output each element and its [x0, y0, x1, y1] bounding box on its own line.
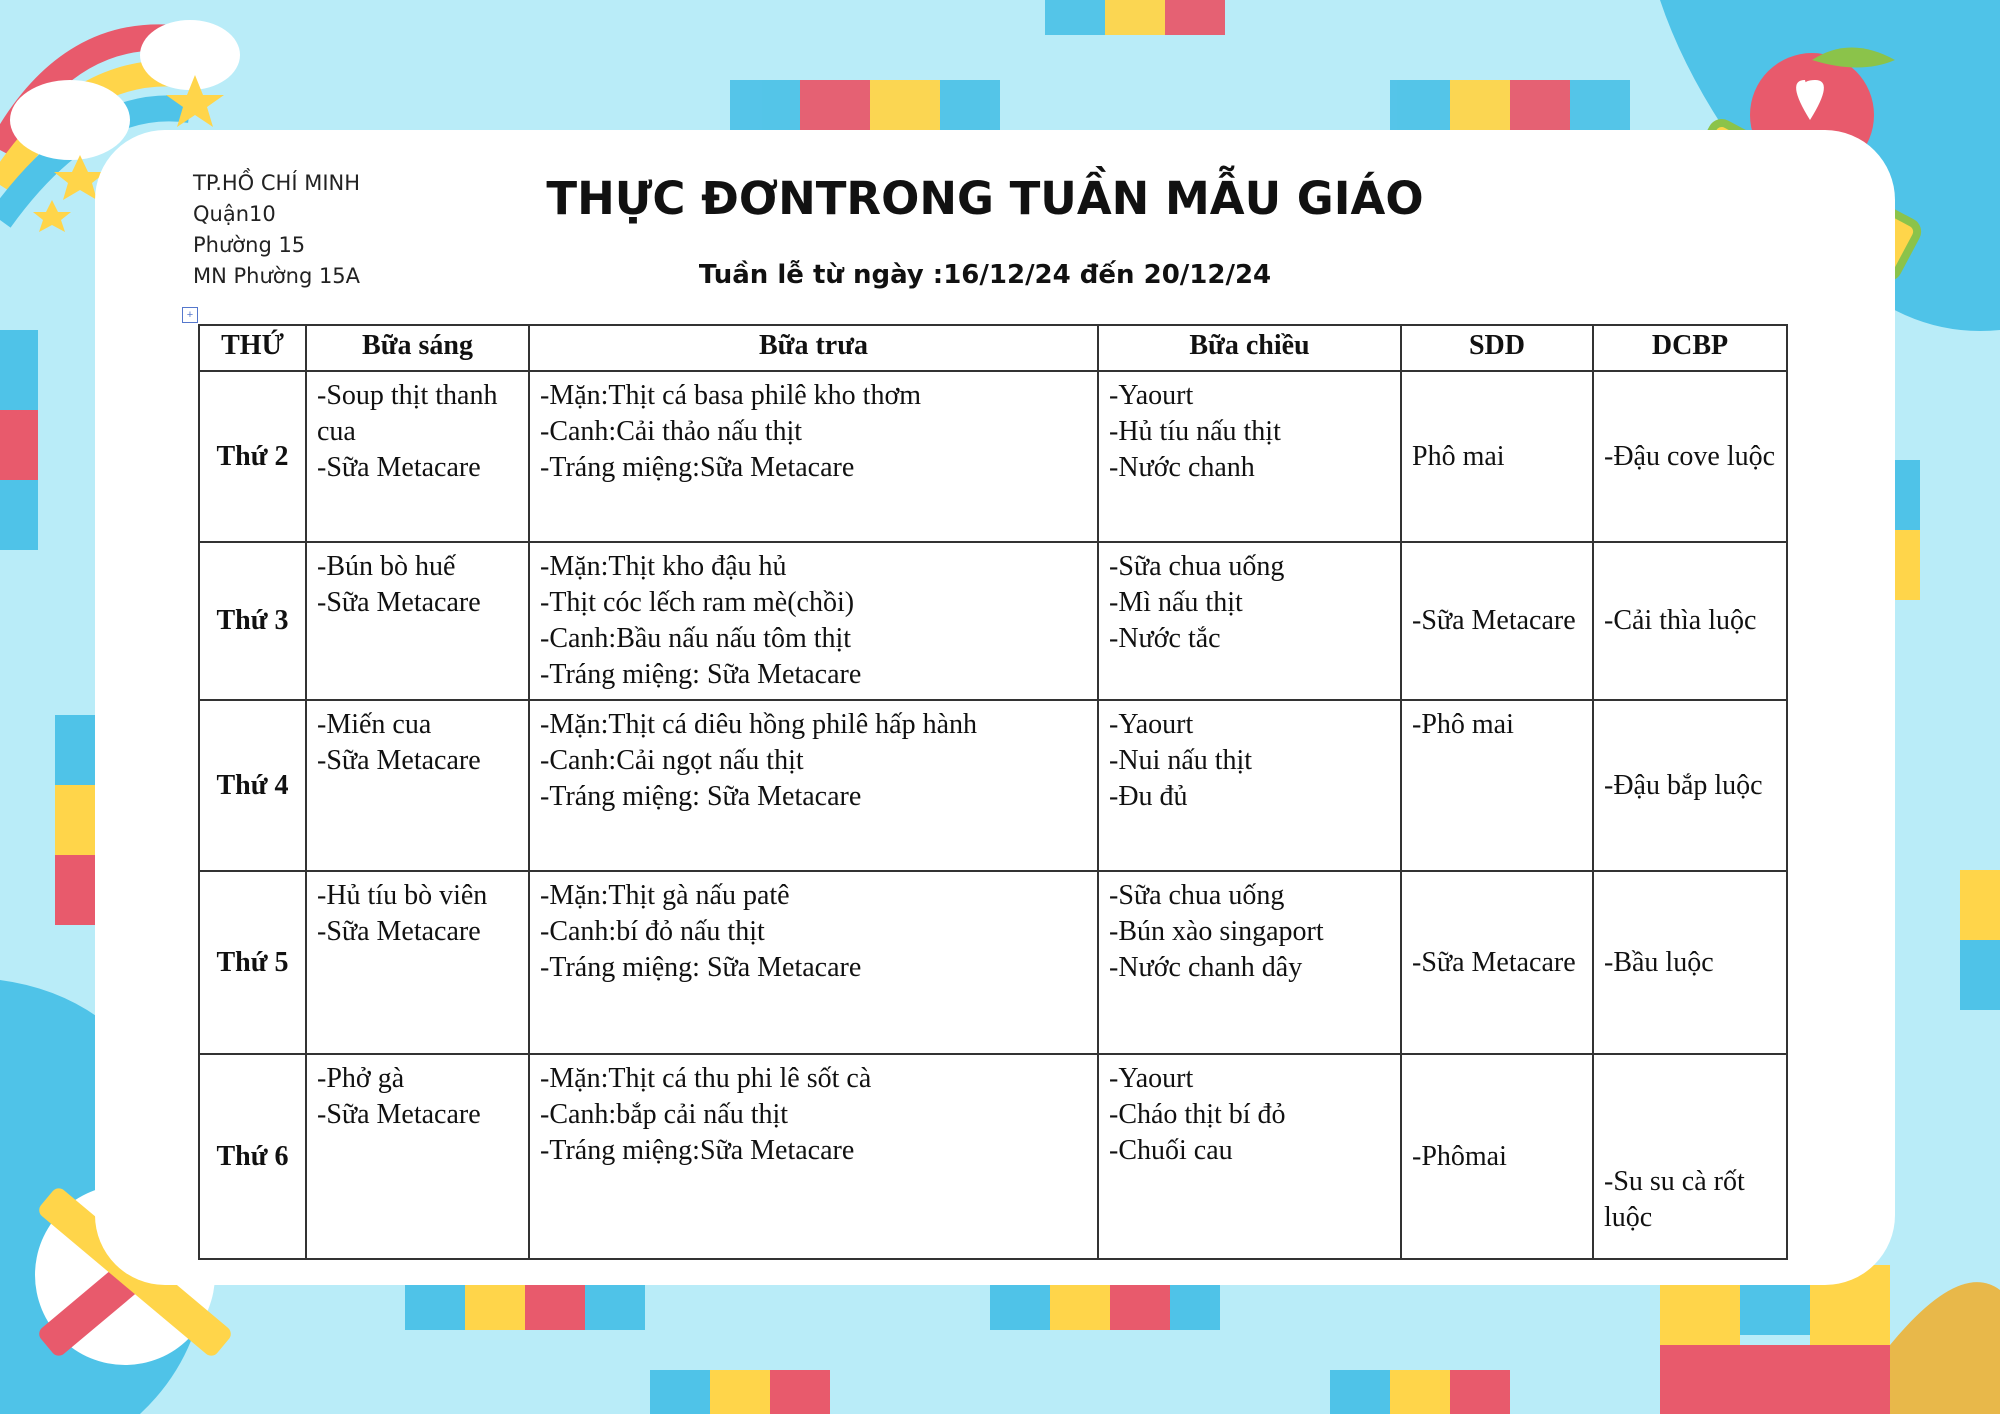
lunch-item: -Mặn:Thịt cá basa philê kho thơm [540, 380, 922, 411]
sdd-item: -Phômai [1412, 1140, 1507, 1172]
afternoon-item: -Nước chanh [1109, 452, 1255, 483]
lunch-cell [529, 700, 1098, 871]
sdd-cell [1401, 1054, 1593, 1259]
school-address [193, 168, 360, 292]
breakfast-item: -Sữa Metacare [317, 587, 481, 618]
lunch-cell [529, 1054, 1098, 1259]
page-title: THỰC ĐƠNTRONG TUẦN MẪU GIÁO [546, 172, 1424, 225]
dcbp-item: -Đậu bắp luộc [1604, 769, 1763, 801]
afternoon-item: -Bún xào singaport [1109, 916, 1324, 947]
header-day: THỨ [199, 325, 306, 371]
afternoon-item: -Sữa chua uống [1109, 880, 1285, 911]
dcbp-item: -Đậu cove luộc [1604, 440, 1776, 472]
lunch-item: -Mặn:Thịt gà nấu patê [540, 880, 790, 911]
sdd-item: -Phô mai [1412, 709, 1514, 740]
lunch-cell [529, 371, 1098, 542]
day-cell: Thứ 4 [199, 700, 306, 871]
breakfast-item: -Sữa Metacare [317, 452, 481, 483]
dcbp-cell [1593, 871, 1787, 1054]
table-header-row [199, 325, 1787, 371]
sdd-cell [1401, 542, 1593, 700]
afternoon-item: -Sữa chua uống [1109, 551, 1285, 582]
table-row [199, 700, 1787, 871]
table-row [199, 542, 1787, 700]
sdd-item: -Sữa Metacare [1412, 605, 1576, 636]
header-dcbp: DCBP [1593, 325, 1787, 371]
sdd-item: Phô mai [1412, 440, 1505, 472]
dcbp-cell [1593, 371, 1787, 542]
header-breakfast: Bữa sáng [306, 325, 529, 371]
table-body [199, 371, 1787, 1259]
address-school: MN Phường 15A [193, 264, 361, 288]
puzzle-pieces-top [730, 0, 1630, 130]
lunch-item: -Canh:Cải ngọt nấu thịt [540, 745, 804, 776]
lunch-cell [529, 542, 1098, 700]
day-cell: Thứ 3 [199, 542, 306, 700]
breakfast-cell [306, 542, 529, 700]
cloud-icon [10, 80, 130, 160]
breakfast-item: -Soup thịt thanh cua [317, 380, 498, 447]
lunch-item: -Canh:Cải thảo nấu thịt [540, 416, 803, 447]
dcbp-cell [1593, 1054, 1787, 1259]
sdd-cell [1401, 700, 1593, 871]
breakfast-cell [306, 871, 529, 1054]
sdd-item: -Sữa Metacare [1412, 946, 1576, 978]
header-sdd: SDD [1401, 325, 1593, 371]
table-row [199, 1054, 1787, 1259]
lunch-item: -Mặn:Thịt kho đậu hủ [540, 551, 787, 582]
breakfast-item: -Sữa Metacare [317, 916, 481, 947]
dcbp-cell [1593, 700, 1787, 871]
afternoon-item: -Nui nấu thịt [1109, 745, 1253, 776]
lunch-item: -Canh:bí đỏ nấu thịt [540, 916, 765, 947]
table-row [199, 371, 1787, 542]
lunch-cell [529, 871, 1098, 1054]
afternoon-item: -Nước tắc [1109, 623, 1221, 654]
address-district: Quận10 [193, 202, 276, 226]
afternoon-item: -Yaourt [1109, 380, 1194, 411]
weekly-menu-table [198, 324, 1788, 1260]
lunch-item: -Tráng miệng:Sữa Metacare [540, 452, 855, 483]
header-afternoon: Bữa chiều [1098, 325, 1401, 371]
breakfast-item: -Sữa Metacare [317, 745, 481, 776]
breakfast-item: -Miến cua [317, 709, 432, 740]
lunch-item: -Thịt cóc lếch ram mè(chồi) [540, 587, 855, 618]
breakfast-item: -Sữa Metacare [317, 1099, 481, 1130]
afternoon-item: -Yaourt [1109, 1063, 1194, 1094]
afternoon-cell [1098, 871, 1401, 1054]
day-cell: Thứ 6 [199, 1054, 306, 1259]
lunch-item: -Tráng miệng: Sữa Metacare [540, 781, 862, 812]
breakfast-item: -Phở gà [317, 1063, 405, 1094]
day-cell: Thứ 5 [199, 871, 306, 1054]
afternoon-item: -Mì nấu thịt [1109, 587, 1243, 618]
breakfast-cell [306, 371, 529, 542]
afternoon-item: -Cháo thịt bí đỏ [1109, 1099, 1286, 1130]
afternoon-item: -Đu đủ [1109, 781, 1188, 812]
breakfast-item: -Hủ tíu bò viên [317, 880, 488, 911]
afternoon-cell [1098, 542, 1401, 700]
lunch-item: -Tráng miệng:Sữa Metacare [540, 1135, 855, 1166]
dcbp-item: -Cải thìa luộc [1604, 605, 1757, 636]
address-ward: Phường 15 [193, 233, 306, 257]
afternoon-item: -Yaourt [1109, 709, 1194, 740]
afternoon-item: -Nước chanh dây [1109, 952, 1303, 983]
breakfast-cell [306, 700, 529, 871]
lunch-item: -Mặn:Thịt cá thu phi lê sốt cà [540, 1063, 872, 1094]
breakfast-item: -Bún bò huế [317, 551, 456, 582]
afternoon-item: -Hủ tíu nấu thịt [1109, 416, 1281, 447]
lunch-item: -Tráng miệng: Sữa Metacare [540, 952, 862, 983]
lunch-item: -Mặn:Thịt cá diêu hồng philê hấp hành [540, 709, 977, 740]
breakfast-cell [306, 1054, 529, 1259]
sdd-cell [1401, 371, 1593, 542]
header-lunch: Bữa trưa [529, 325, 1098, 371]
day-cell: Thứ 2 [199, 371, 306, 542]
afternoon-cell [1098, 371, 1401, 542]
afternoon-item: -Chuối cau [1109, 1135, 1233, 1166]
week-range: Tuần lễ từ ngày :16/12/24 đến 20/12/24 [698, 260, 1272, 290]
puzzle-pieces-bottom [405, 1285, 1510, 1414]
dcbp-item: -Su su cà rốt luộc [1604, 1166, 1745, 1233]
table-move-handle-icon[interactable]: + [182, 307, 198, 323]
lunch-item: -Canh:Bầu nấu nấu tôm thịt [540, 623, 852, 654]
lunch-item: -Tráng miệng: Sữa Metacare [540, 659, 862, 690]
sdd-cell [1401, 871, 1593, 1054]
lunch-item: -Canh:bắp cải nấu thịt [540, 1099, 789, 1130]
dcbp-cell [1593, 542, 1787, 700]
dcbp-item: -Bầu luộc [1604, 946, 1714, 978]
table-row [199, 871, 1787, 1054]
afternoon-cell [1098, 1054, 1401, 1259]
address-city: TP.HỒ CHÍ MINH [193, 171, 361, 195]
afternoon-cell [1098, 700, 1401, 871]
